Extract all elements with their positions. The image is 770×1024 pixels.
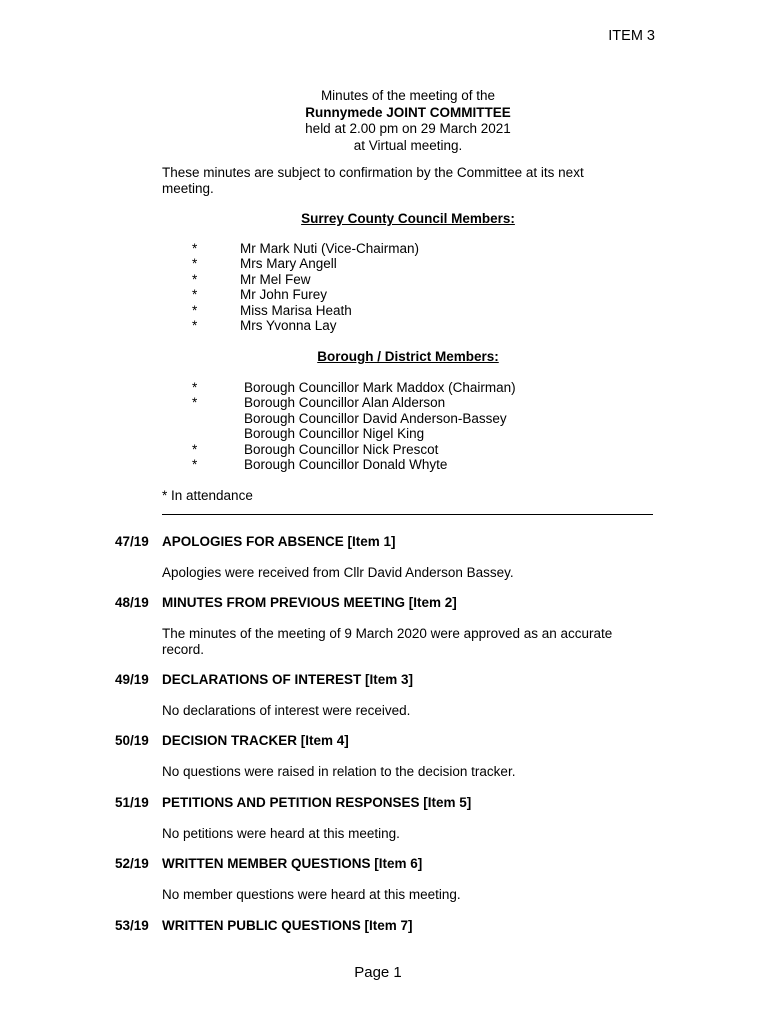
item-number: 49/19 bbox=[115, 672, 149, 687]
borough-member-list bbox=[192, 380, 516, 472]
member-name: Borough Councillor David Anderson-Bassey bbox=[244, 410, 507, 426]
attendance-mark: * bbox=[192, 256, 198, 272]
title-line-2: Runnymede JOINT COMMITTEE bbox=[305, 104, 511, 120]
item-heading: DECISION TRACKER [Item 4] bbox=[162, 733, 349, 748]
member-name: Mrs Mary Angell bbox=[240, 256, 337, 272]
list-item bbox=[192, 395, 516, 410]
list-item bbox=[192, 272, 419, 287]
list-item bbox=[192, 303, 419, 318]
title-line-3: held at 2.00 pm on 29 March 2021 bbox=[305, 121, 511, 136]
member-name: Mr Mel Few bbox=[240, 271, 311, 287]
member-name: Mr Mark Nuti (Vice-Chairman) bbox=[240, 241, 420, 256]
title-line-1: Minutes of the meeting of the bbox=[320, 88, 496, 103]
attendance-mark bbox=[192, 411, 244, 426]
list-item bbox=[192, 457, 516, 472]
attendance-mark: * bbox=[192, 302, 198, 318]
member-name: Borough Councillor Alan Alderson bbox=[244, 395, 446, 411]
item-text: No declarations of interest were received. bbox=[162, 703, 411, 718]
item-number: 47/19 bbox=[115, 534, 149, 549]
item-heading: PETITIONS AND PETITION RESPONSES [Item 5] bbox=[162, 795, 472, 810]
attendance-mark: * bbox=[192, 395, 198, 411]
attendance-mark: * bbox=[192, 457, 198, 473]
item-number: 48/19 bbox=[115, 595, 149, 610]
list-item bbox=[192, 411, 516, 426]
borough-members-heading: Borough / District Members: bbox=[317, 349, 499, 364]
attendance-mark: * bbox=[192, 271, 198, 287]
item-number: 51/19 bbox=[115, 795, 149, 810]
item-heading: MINUTES FROM PREVIOUS MEETING [Item 2] bbox=[162, 595, 457, 610]
intro-paragraph: These minutes are subject to confirmation by the Committee at its next meeting. bbox=[162, 165, 584, 196]
attendance-mark: * bbox=[192, 287, 198, 303]
item-text: The minutes of the meeting of 9 March 2020 were approved as an accurate record. bbox=[162, 626, 613, 657]
item-number: 50/19 bbox=[115, 733, 149, 748]
item-text: No questions were raised in relation to the decision tracker. bbox=[162, 764, 516, 779]
attendance-mark: * bbox=[192, 318, 198, 334]
attendance-note: * In attendance bbox=[162, 488, 253, 503]
member-name: Borough Councillor Donald Whyte bbox=[244, 457, 448, 473]
attendance-mark bbox=[192, 426, 244, 441]
member-name: Borough Councillor Nick Prescot bbox=[244, 441, 439, 457]
attendance-mark: * bbox=[192, 241, 198, 256]
attendance-mark: * bbox=[192, 380, 198, 395]
item-text: Apologies were received from Cllr David Anderson Bassey. bbox=[162, 565, 514, 580]
member-name: Miss Marisa Heath bbox=[240, 302, 352, 318]
list-item bbox=[192, 241, 419, 256]
item-text: No member questions were heard at this meeting. bbox=[162, 887, 461, 902]
document-title bbox=[0, 88, 770, 154]
member-name: Mrs Yvonna Lay bbox=[240, 318, 337, 334]
list-item bbox=[192, 318, 419, 333]
county-member-list bbox=[192, 241, 419, 333]
page-number: Page 1 bbox=[354, 964, 402, 981]
item-heading: DECLARATIONS OF INTEREST [Item 3] bbox=[162, 672, 414, 687]
list-item bbox=[192, 426, 516, 441]
item-heading: WRITTEN MEMBER QUESTIONS [Item 6] bbox=[162, 856, 423, 871]
attendance-mark: * bbox=[192, 441, 198, 457]
list-item bbox=[192, 442, 516, 457]
county-members-heading: Surrey County Council Members: bbox=[301, 211, 515, 226]
item-number: 52/19 bbox=[115, 856, 149, 871]
item-heading: WRITTEN PUBLIC QUESTIONS [Item 7] bbox=[162, 918, 413, 933]
list-item bbox=[192, 256, 419, 271]
item-number: 53/19 bbox=[115, 918, 149, 933]
list-item bbox=[192, 380, 516, 395]
divider bbox=[162, 514, 653, 515]
title-line-4: at Virtual meeting. bbox=[353, 137, 463, 153]
member-name: Borough Councillor Mark Maddox (Chairman) bbox=[244, 380, 516, 395]
list-item bbox=[192, 287, 419, 302]
item-heading: APOLOGIES FOR ABSENCE [Item 1] bbox=[162, 534, 396, 549]
member-name: Borough Councillor Nigel King bbox=[244, 426, 425, 442]
item-text: No petitions were heard at this meeting. bbox=[162, 826, 400, 841]
member-name: Mr John Furey bbox=[240, 287, 328, 303]
item-label: ITEM 3 bbox=[608, 28, 655, 44]
